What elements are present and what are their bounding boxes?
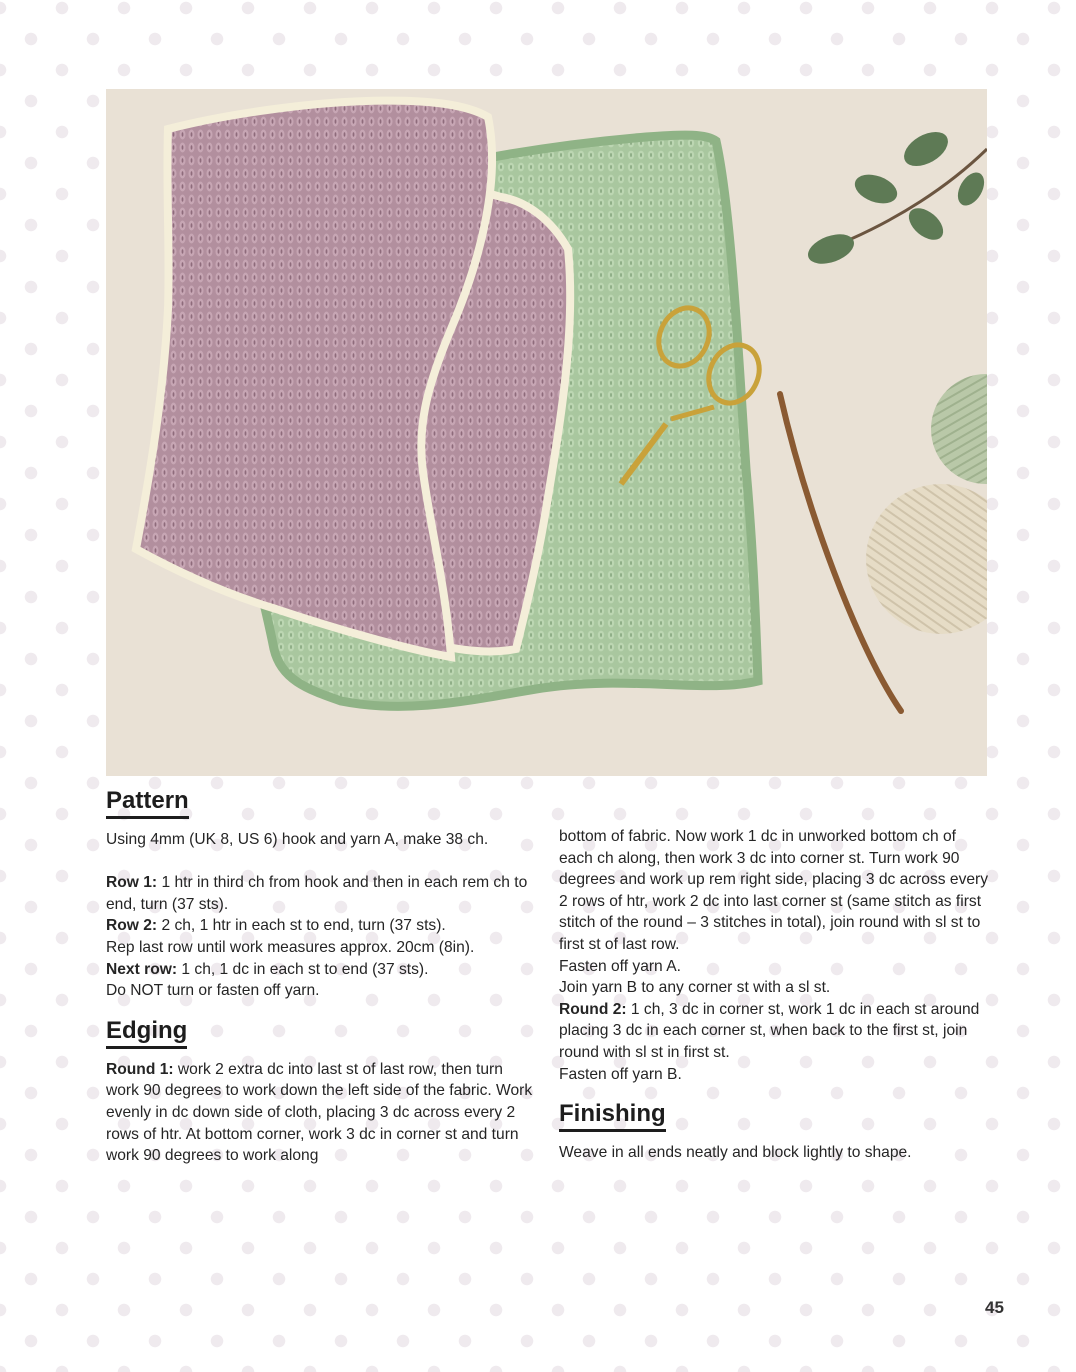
right-column <box>559 826 991 1164</box>
edging-fasten-b: Fasten off yarn B. <box>559 1065 682 1083</box>
round1-label: Round 1: <box>106 1060 174 1078</box>
round2-label: Round 2: <box>559 1000 627 1018</box>
page-number: 45 <box>985 1298 1004 1317</box>
next-row-label: Next row: <box>106 960 178 978</box>
edging-round2 <box>559 999 991 1064</box>
pattern-row2 <box>106 915 536 937</box>
pattern-row1 <box>106 872 536 915</box>
next-row-text: 1 ch, 1 dc in each st to end (37 sts). <box>177 960 429 978</box>
round2-text: 1 ch, 3 dc in corner st, work 1 dc in each st around placing 3 dc in each corner st, when back to the first st, join round with sl st in first st. <box>559 1000 980 1061</box>
edging-continued: bottom of fabric. Now work 1 dc in unworked bottom ch of each ch along, then work 3 dc into corner st. Turn work 90 degrees and work up rem right side, placing 3 dc across every 2 rows of htr, work 2 dc into last corner st (same stitch as first stitch of the round – 3 stitches in total), join round with sl st to first st of last row. <box>559 828 989 953</box>
left-column <box>106 786 536 1167</box>
edging-fasten-a: Fasten off yarn A. <box>559 957 681 975</box>
row2-text: 2 ch, 1 htr in each st to end, turn (37 sts). <box>157 917 446 935</box>
finishing-text: Weave in all ends neatly and block lightly to shape. <box>559 1144 912 1162</box>
edging-join-b: Join yarn B to any corner st with a sl st. <box>559 979 831 997</box>
round1-text: work 2 extra dc into last st of last row, then turn work 90 degrees to work down the left side of the fabric. Work evenly in dc down side of cloth, placing 3 dc across every 2 rows of htr. At bottom corner, work 3 dc in corner st and turn work 90 degrees to work along <box>106 1060 533 1165</box>
pattern-next-row <box>106 959 536 981</box>
row1-text: 1 htr in third ch from hook and then in each rem ch to end, turn (37 sts). <box>106 874 528 913</box>
crochet-cloths-photo <box>106 89 987 776</box>
pattern-do-not: Do NOT turn or fasten off yarn. <box>106 982 320 1000</box>
pattern-rep: Rep last row until work measures approx. 20cm (8in). <box>106 938 475 956</box>
heading-finishing: Finishing <box>559 1099 666 1132</box>
pattern-intro: Using 4mm (UK 8, US 6) hook and yarn A, make 38 ch. <box>106 831 489 848</box>
heading-edging: Edging <box>106 1016 187 1049</box>
edging-round1 <box>106 1059 536 1167</box>
row2-label: Row 2: <box>106 917 158 935</box>
heading-pattern: Pattern <box>106 786 189 819</box>
row1-label: Row 1: <box>106 874 158 892</box>
